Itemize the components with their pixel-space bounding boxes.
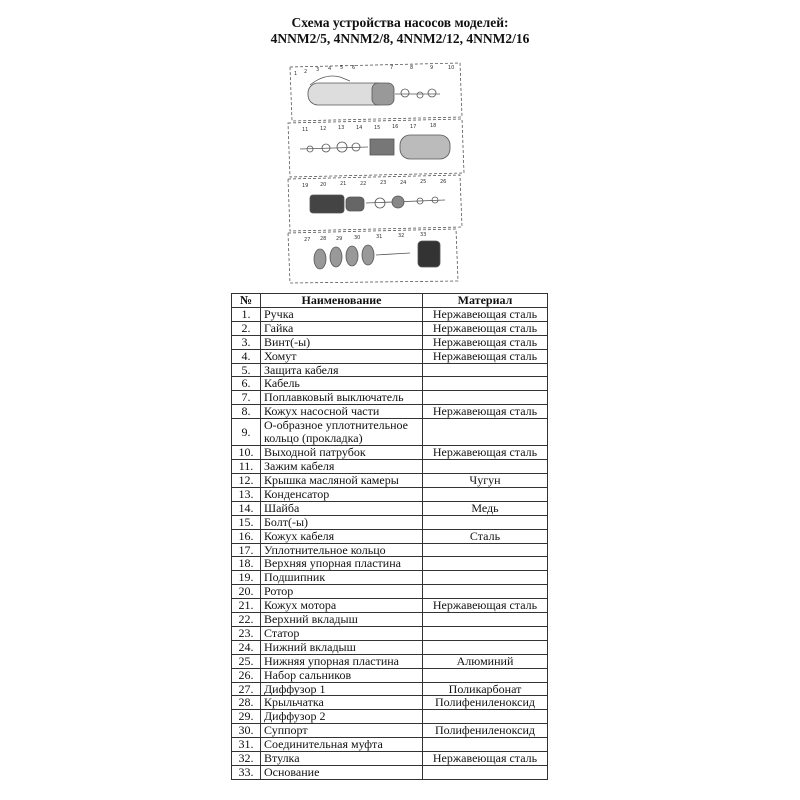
part-name: Соединительная муфта [261, 738, 423, 752]
part-name: Кожух мотора [261, 599, 423, 613]
row-number: 21. [232, 599, 261, 613]
part-material: Поликарбонат [423, 682, 548, 696]
part-material [423, 460, 548, 474]
row-number: 12. [232, 473, 261, 487]
table-row [232, 501, 548, 515]
part-material: Полифениленоксид [423, 724, 548, 738]
table-row [232, 766, 548, 780]
part-material: Полифениленоксид [423, 696, 548, 710]
part-name: Поплавковый выключатель [261, 391, 423, 405]
row-number: 27. [232, 682, 261, 696]
part-name: Винт(-ы) [261, 335, 423, 349]
part-name: Диффузор 2 [261, 710, 423, 724]
diagram-callout: 12 [320, 126, 327, 132]
header-name: Наименование [261, 294, 423, 308]
table-row [232, 571, 548, 585]
diagram-callout: 1 [294, 71, 298, 77]
diagram-callout: 10 [448, 65, 455, 71]
part-material [423, 557, 548, 571]
part-name: Диффузор 1 [261, 682, 423, 696]
row-number: 4. [232, 349, 261, 363]
table-row [232, 335, 548, 349]
part-name: Ручка [261, 307, 423, 321]
part-name: Зажим кабеля [261, 460, 423, 474]
diagram-callout: 13 [338, 125, 345, 131]
part-material: Нержавеющая сталь [423, 321, 548, 335]
part-material [423, 585, 548, 599]
part-material [423, 377, 548, 391]
row-number: 5. [232, 363, 261, 377]
parts-table [231, 293, 548, 780]
table-row [232, 487, 548, 501]
table-row [232, 752, 548, 766]
part-material [423, 640, 548, 654]
part-material: Нержавеющая сталь [423, 307, 548, 321]
row-number: 1. [232, 307, 261, 321]
diagram-callout: 14 [356, 125, 363, 131]
row-number: 28. [232, 696, 261, 710]
table-row [232, 515, 548, 529]
diagram-callout: 24 [400, 180, 407, 186]
table-row [232, 724, 548, 738]
part-material [423, 391, 548, 405]
part-name: Конденсатор [261, 487, 423, 501]
part-material [423, 613, 548, 627]
part-name: Крышка масляной камеры [261, 473, 423, 487]
diagram-callout: 15 [374, 125, 381, 131]
table-row [232, 321, 548, 335]
part-material: Алюминий [423, 654, 548, 668]
part-material: Нержавеющая сталь [423, 349, 548, 363]
table-row [232, 405, 548, 419]
table-row [232, 349, 548, 363]
part-name: Гайка [261, 321, 423, 335]
part-name: Основание [261, 766, 423, 780]
table-row [232, 307, 548, 321]
part-name: Набор сальников [261, 668, 423, 682]
part-material: Нержавеющая сталь [423, 405, 548, 419]
part-name: Болт(-ы) [261, 515, 423, 529]
part-name: Защита кабеля [261, 363, 423, 377]
part-name: Хомут [261, 349, 423, 363]
part-material [423, 419, 548, 446]
diagram-callout: 9 [430, 65, 434, 71]
table-row [232, 668, 548, 682]
table-row [232, 738, 548, 752]
table-row [232, 529, 548, 543]
row-number: 25. [232, 654, 261, 668]
table-row [232, 377, 548, 391]
diagram-callout: 18 [430, 123, 437, 129]
part-name: Подшипник [261, 571, 423, 585]
part-material: Нержавеющая сталь [423, 446, 548, 460]
row-number: 16. [232, 529, 261, 543]
row-number: 30. [232, 724, 261, 738]
pump-head-drawing [372, 83, 394, 105]
diagram-callout: 28 [320, 236, 327, 242]
part-material [423, 363, 548, 377]
diagram-callout: 17 [410, 124, 417, 130]
row-number: 10. [232, 446, 261, 460]
row-number: 9. [232, 419, 261, 446]
table-row [232, 599, 548, 613]
diagram-callout: 19 [302, 183, 309, 189]
table-row [232, 654, 548, 668]
row-number: 13. [232, 487, 261, 501]
part-name: Втулка [261, 752, 423, 766]
part-material: Нержавеющая сталь [423, 335, 548, 349]
part-name: Нижний вкладыш [261, 640, 423, 654]
part-name: Статор [261, 626, 423, 640]
table-row [232, 585, 548, 599]
parts-table-body [232, 307, 548, 779]
row-number: 22. [232, 613, 261, 627]
part-name: Кожух насосной части [261, 405, 423, 419]
part-name: О-образное уплотнительное кольцо (прокладка) [261, 419, 423, 446]
part-material [423, 626, 548, 640]
row-number: 2. [232, 321, 261, 335]
part-material: Нержавеющая сталь [423, 599, 548, 613]
diagram-callout: 4 [328, 66, 332, 72]
part-name: Кожух кабеля [261, 529, 423, 543]
diagram-callout: 11 [302, 127, 309, 133]
table-row [232, 363, 548, 377]
table-row [232, 613, 548, 627]
diagram-callout: 27 [304, 237, 311, 243]
table-row [232, 543, 548, 557]
part-material: Нержавеющая сталь [423, 752, 548, 766]
part-material [423, 515, 548, 529]
row-number: 14. [232, 501, 261, 515]
diagram-callout: 5 [340, 65, 344, 71]
part-material [423, 543, 548, 557]
part-material [423, 487, 548, 501]
row-number: 7. [232, 391, 261, 405]
diagram-callout: 20 [320, 182, 327, 188]
diagram-callout: 2 [304, 69, 308, 75]
table-row [232, 419, 548, 446]
diagram-callout: 22 [360, 181, 367, 187]
document-title: Схема устройства насосов моделей: [291, 15, 509, 30]
row-number: 23. [232, 626, 261, 640]
row-number: 33. [232, 766, 261, 780]
table-row [232, 626, 548, 640]
row-number: 11. [232, 460, 261, 474]
part-name: Уплотнительное кольцо [261, 543, 423, 557]
row-number: 32. [232, 752, 261, 766]
diagram-callout: 8 [410, 65, 414, 71]
part-name: Шайба [261, 501, 423, 515]
row-number: 17. [232, 543, 261, 557]
part-material [423, 668, 548, 682]
header-number: № [232, 294, 261, 308]
part-material [423, 571, 548, 585]
table-header-row [232, 294, 548, 308]
table-row [232, 640, 548, 654]
header-material: Материал [423, 294, 548, 308]
part-material: Чугун [423, 473, 548, 487]
part-name: Ротор [261, 585, 423, 599]
diagram-callout: 31 [376, 234, 383, 240]
row-number: 15. [232, 515, 261, 529]
diagram-callout: 25 [420, 179, 427, 185]
row-number: 8. [232, 405, 261, 419]
part-name: Выходной патрубок [261, 446, 423, 460]
motor-housing-drawing [400, 135, 450, 159]
table-row [232, 473, 548, 487]
part-name: Верхняя упорная пластина [261, 557, 423, 571]
diagram-callout: 7 [390, 65, 394, 71]
row-number: 19. [232, 571, 261, 585]
exploded-pump-diagram [280, 55, 470, 285]
row-number: 24. [232, 640, 261, 654]
diagram-callout: 3 [316, 67, 320, 73]
part-name: Кабель [261, 377, 423, 391]
part-material: Медь [423, 501, 548, 515]
row-number: 18. [232, 557, 261, 571]
table-row [232, 446, 548, 460]
document-subtitle-models: 4NNM2/5, 4NNM2/8, 4NNM2/12, 4NNM2/16 [270, 31, 530, 46]
table-row [232, 460, 548, 474]
part-name: Суппорт [261, 724, 423, 738]
table-row [232, 682, 548, 696]
part-material [423, 738, 548, 752]
diagram-callout: 16 [392, 124, 399, 130]
diagram-callout: 26 [440, 179, 447, 185]
diagram-callout: 33 [420, 232, 427, 238]
diagram-callout: 6 [352, 65, 356, 71]
row-number: 26. [232, 668, 261, 682]
row-number: 29. [232, 710, 261, 724]
row-number: 6. [232, 377, 261, 391]
stator-drawing [370, 139, 394, 155]
diagram-callout: 30 [354, 235, 361, 241]
part-name: Верхний вкладыш [261, 613, 423, 627]
part-name: Крыльчатка [261, 696, 423, 710]
table-row [232, 710, 548, 724]
row-number: 3. [232, 335, 261, 349]
row-number: 31. [232, 738, 261, 752]
diagram-callout: 23 [380, 180, 387, 186]
diagram-callout: 21 [340, 181, 347, 187]
table-row [232, 696, 548, 710]
row-number: 20. [232, 585, 261, 599]
part-material: Сталь [423, 529, 548, 543]
table-row [232, 391, 548, 405]
base-drawing [418, 241, 440, 267]
part-name: Нижняя упорная пластина [261, 654, 423, 668]
table-row [232, 557, 548, 571]
diagram-callout: 32 [398, 233, 405, 239]
part-material [423, 766, 548, 780]
rotor-drawing [310, 195, 344, 213]
part-material [423, 710, 548, 724]
diagram-callout: 29 [336, 236, 343, 242]
